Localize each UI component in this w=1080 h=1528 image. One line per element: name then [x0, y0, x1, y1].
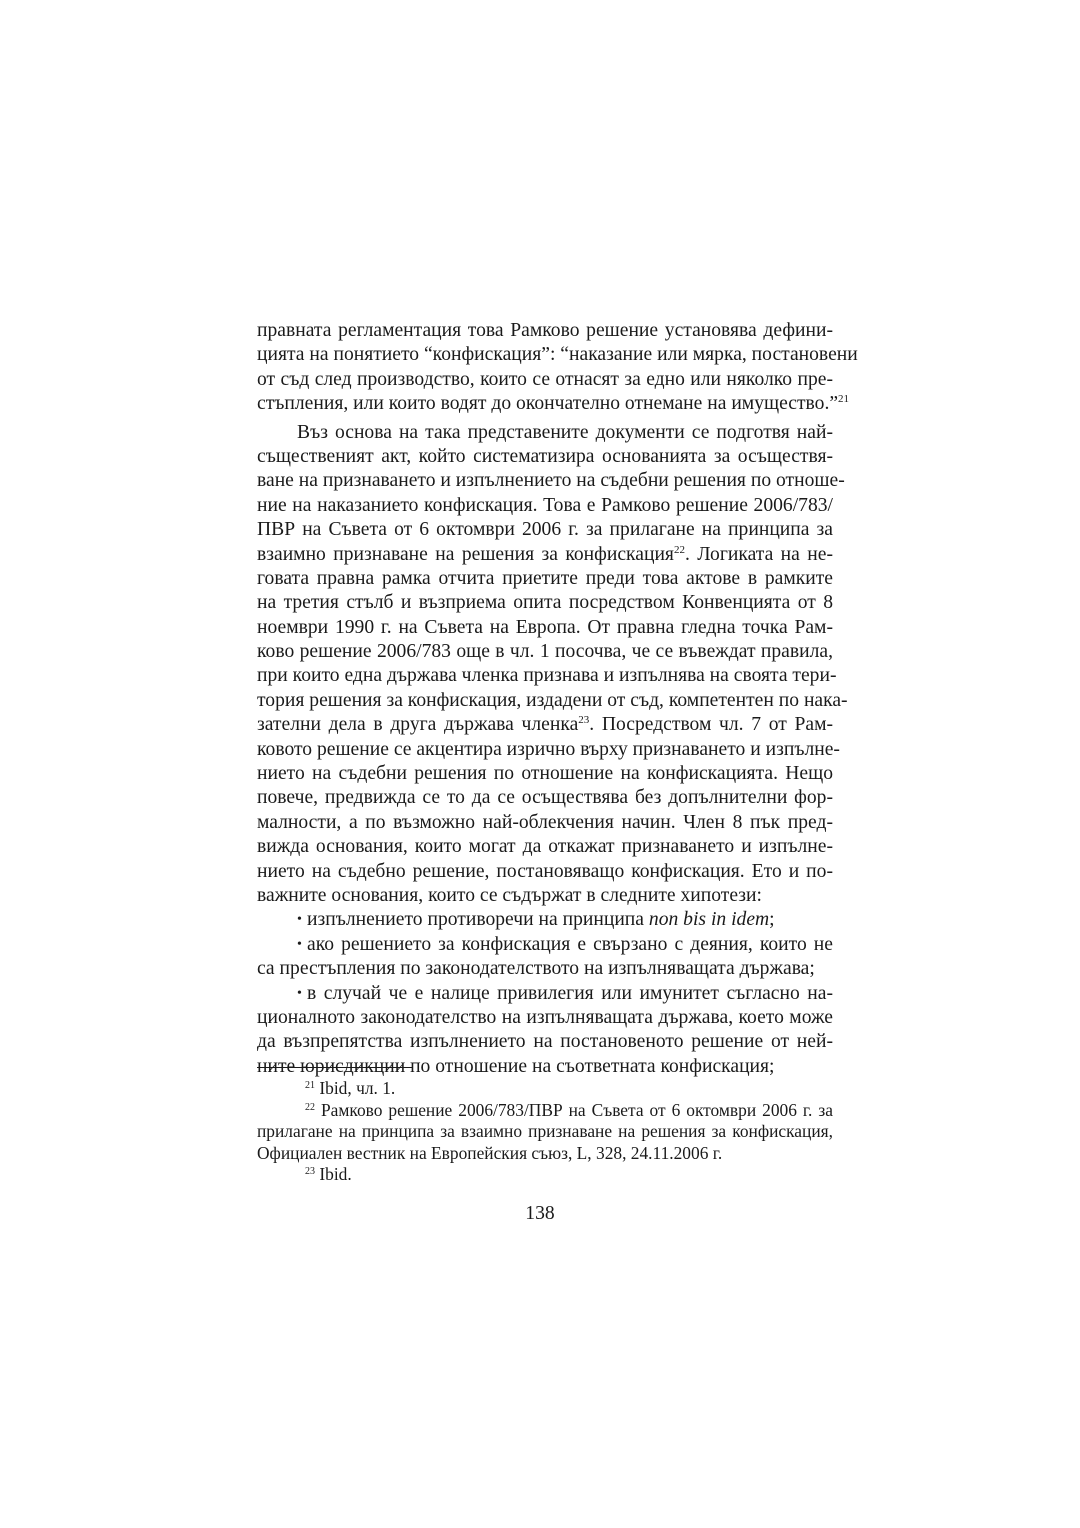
text-line: ние на наказанието конфискация. Това е Рамково решение 2006/783/ — [257, 494, 833, 516]
text-line: при които една държава членка признава и изпълнява на своята тери- — [257, 665, 837, 687]
footnote-text: Рамково решение 2006/783/ПВР на Съвета от 6 октомври 2006 г. за — [320, 1099, 833, 1120]
text-line: нието на съдебно решение, постановяващо конфискация. Ето и по- — [257, 860, 833, 882]
text-line: на третия стълб и възприема опита посредством Конвенцията от 8 — [257, 592, 833, 614]
text-line: ково решение 2006/783 още в чл. 1 посочва, че се въвеждат правила, — [257, 641, 833, 663]
text-segment: в случай че е налице привилегия или имунитет съгласно на- — [307, 982, 833, 1004]
bullet-icon: • — [297, 936, 302, 952]
text-line: повече, предвижда се то да се осъществява без допълнителни фор- — [257, 787, 833, 809]
text-line: тория решения за конфискация, издадени от съд, компетентен по нака- — [257, 689, 848, 711]
footnote-ref-22: 22 — [673, 543, 685, 556]
footnote-23 — [257, 1164, 833, 1186]
text-line: малности, а по възможно най-облекчения начин. Член 8 пък пред- — [257, 811, 833, 833]
text-segment: стъпления, или които водят до окончателно отнемане на имущество.” — [257, 393, 839, 415]
text-line — [257, 543, 833, 567]
text-line — [257, 392, 850, 416]
text-line: от съд след производство, които се отнасят за едно или няколко пре- — [257, 368, 833, 390]
footnote-text: Ibid. — [319, 1164, 352, 1184]
page-number: 138 — [525, 1203, 555, 1224]
text-line: същественият акт, който систематизира основанията за осъществя- — [257, 445, 833, 467]
text-line: вижда основания, които могат да откажат признаването и изпълне- — [257, 836, 833, 858]
main-text — [257, 319, 858, 1079]
text-line: важните основания, които се съдържат в следните хипотези: — [257, 884, 762, 906]
footnotes — [257, 1078, 833, 1186]
text-line: ните юрисдикции по отношение на съответната конфискация; — [257, 1055, 775, 1077]
bullet-icon: • — [297, 912, 302, 928]
footnote-number: 21 — [305, 1080, 315, 1091]
bullet-icon: • — [297, 985, 302, 1001]
text-segment: ако решението за конфискация е свързано с деяния, които не — [307, 933, 833, 955]
text-line: нието на съдебни решения по отношение на конфискацията. Нещо — [257, 763, 833, 785]
footnote-number: 23 — [305, 1166, 315, 1177]
text-line: са престъпления по законодателството на изпълняващата държава; — [257, 958, 815, 980]
text-line: ноември 1990 г. на Съвета на Европа. От правна гледна точка Рам- — [257, 616, 833, 638]
footnote-21 — [257, 1078, 833, 1100]
footnote-text: Ibid, чл. 1. — [319, 1078, 396, 1098]
bullet-item — [257, 908, 833, 932]
text-line: цията на понятието “конфискация”: “наказание или мярка, постановени — [257, 344, 858, 366]
footnote-divider — [257, 1067, 412, 1068]
latin-phrase: non bis in idem — [648, 909, 770, 931]
text-segment: изпълнението противоречи на принципа — [307, 909, 649, 931]
text-segment: ; — [769, 909, 775, 931]
footnote-line: Официален вестник на Европейския съюз, L, 328, 24.11.2006 г. — [257, 1142, 723, 1163]
footnote-22 — [257, 1100, 833, 1122]
bullet-item — [257, 933, 833, 957]
text-segment: взаимно признаване на решения за конфискация — [257, 543, 674, 565]
footnote-ref-23: 23 — [578, 714, 590, 727]
text-segment: . Логиката на не- — [684, 543, 833, 565]
text-line: ционалното законодателство на изпълняващата държава, което може — [257, 1006, 833, 1028]
text-line: ПВР на Съвета от 6 октомври 2006 г. за прилагане на принципа за — [257, 519, 833, 541]
text-line — [257, 713, 833, 737]
footnote-number: 22 — [305, 1101, 315, 1113]
text-line: говата правна рамка отчита приетите преди това актове в рамките — [257, 567, 833, 589]
bullet-item — [257, 982, 833, 1006]
text-segment: . Посредством чл. 7 от Рам- — [589, 714, 834, 736]
text-line: да възпрепятства изпълнението на постановеното решение от ней- — [257, 1031, 833, 1053]
footnote-line: прилагане на принципа за взаимно признаване на решения за конфискация, — [257, 1121, 833, 1141]
text-line: правната регламентация това Рамково решение установява дефини- — [257, 320, 833, 341]
text-line: ване на признаването и изпълнението на съдебни решения по отноше- — [257, 470, 845, 492]
text-segment: зателни дела в друга държава членка — [257, 714, 579, 736]
text-line: Въз основа на така представените документи се подготвя най- — [297, 421, 833, 443]
footnote-ref-21: 21 — [838, 393, 850, 406]
text-line: ковото решение се акцентира изрично върху признаването и изпълне- — [257, 738, 840, 760]
